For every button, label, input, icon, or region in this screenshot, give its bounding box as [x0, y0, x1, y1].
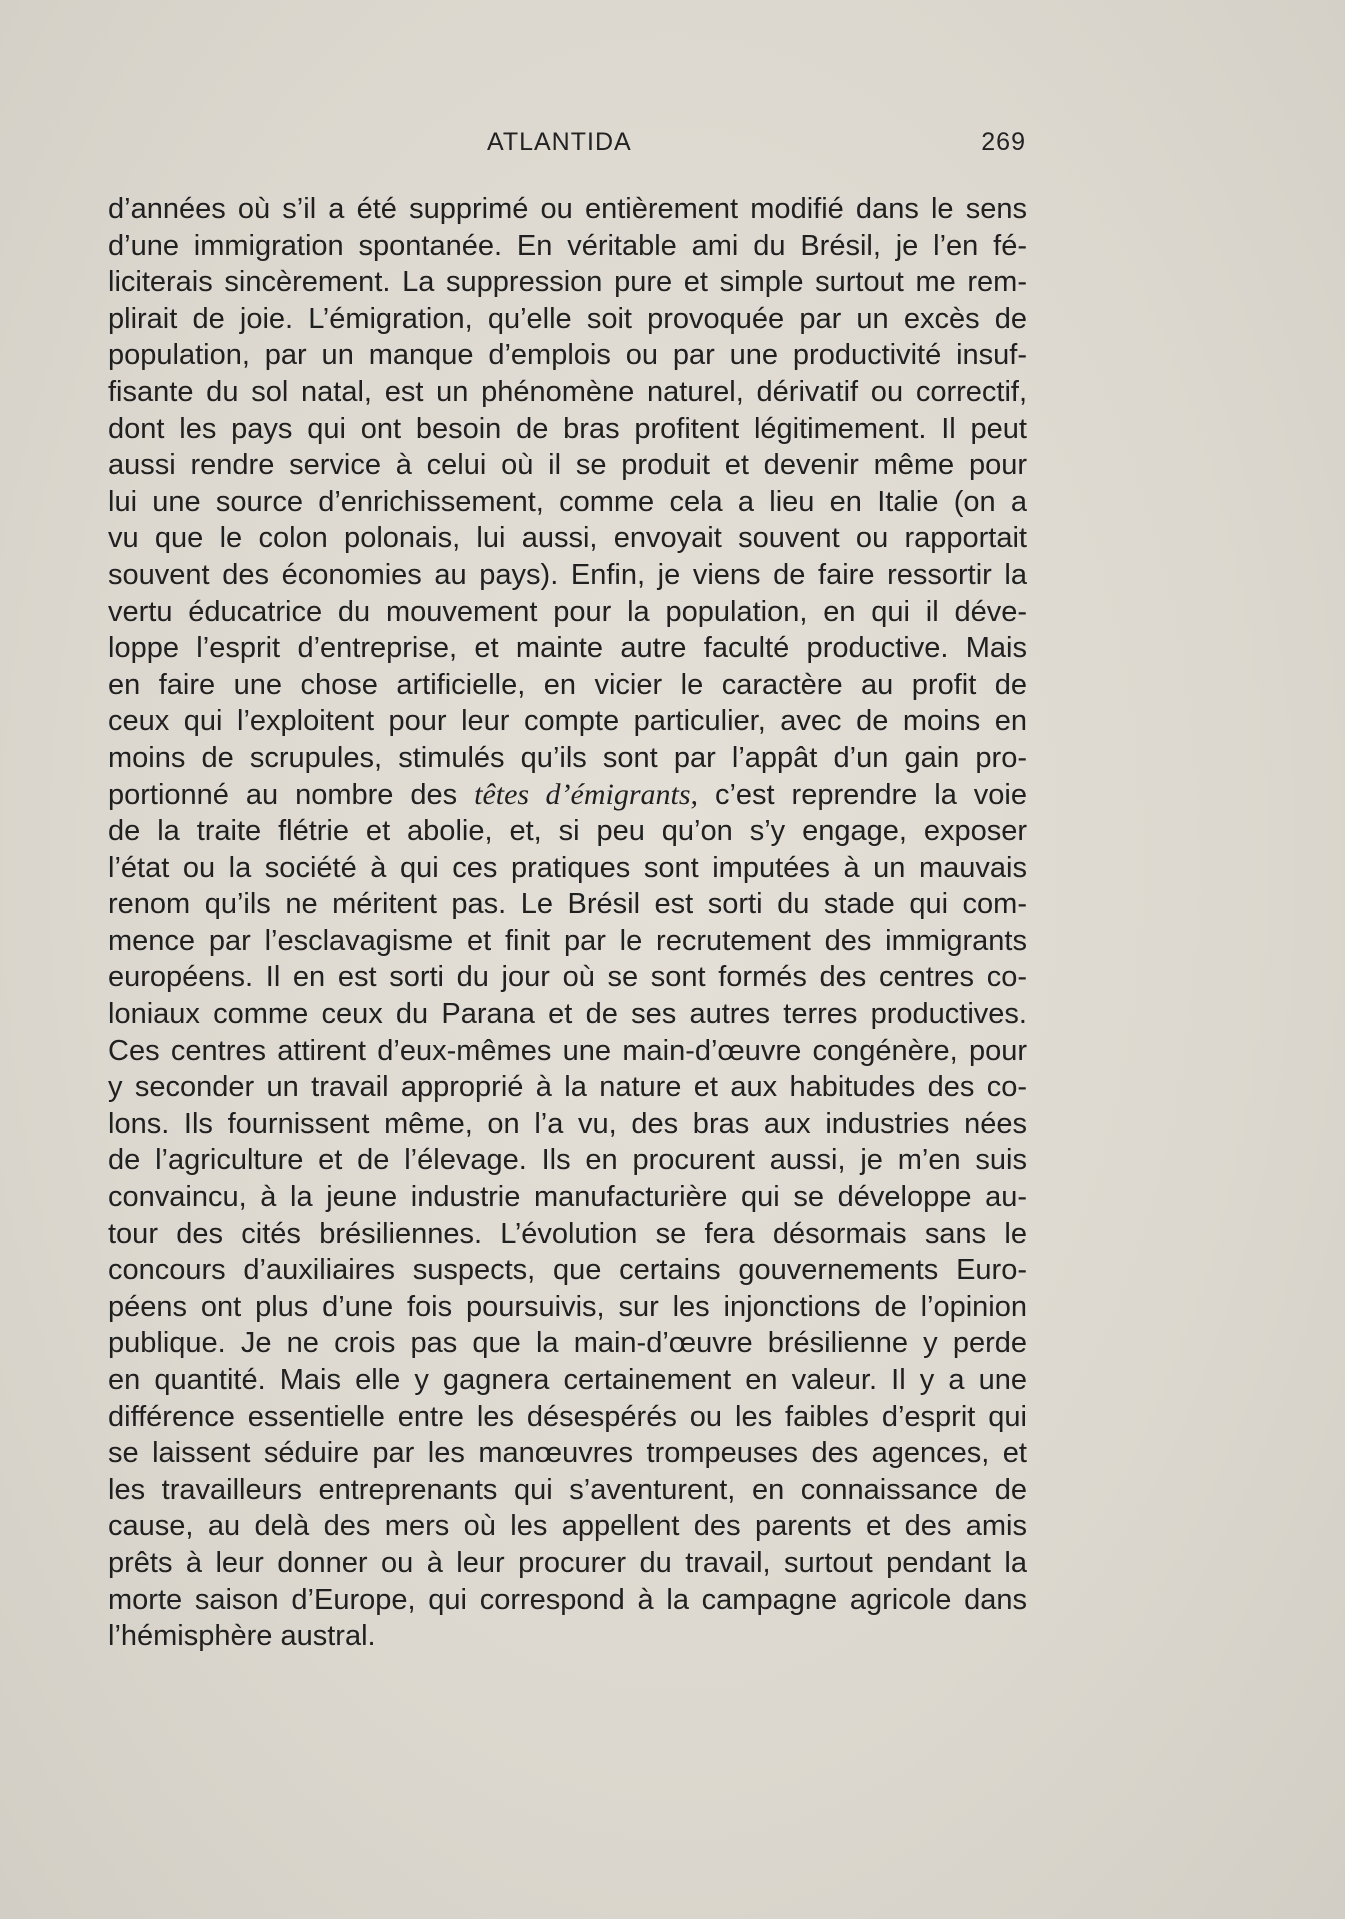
- text-line: souvent des économies au pays). Enfin, je viens de faire ressortir la: [108, 558, 1027, 591]
- text-line-final: l’hémisphère austral.: [108, 1620, 376, 1653]
- text-line: dont les pays qui ont besoin de bras profitent légitimement. Il peut: [108, 412, 1027, 445]
- text-line: les travailleurs entreprenants qui s’aventurent, en connaissance de: [108, 1473, 1027, 1506]
- text-line: européens. Il en est sorti du jour où se sont formés des centres co-: [108, 961, 1027, 994]
- text-line: y seconder un travail approprié à la nature et aux habitudes des co-: [108, 1071, 1027, 1104]
- text-line: de l’agriculture et de l’élevage. Ils en procurent aussi, je m’en suis: [108, 1144, 1027, 1177]
- text-line-with-italic: [108, 777, 1027, 814]
- text-line: différence essentielle entre les désespérés ou les faibles d’esprit qui: [108, 1400, 1027, 1433]
- text-line: tour des cités brésiliennes. L’évolution se fera désormais sans le: [108, 1217, 1027, 1250]
- text-line: cause, au delà des mers où les appellent des parents et des amis: [108, 1510, 1027, 1543]
- text-line: loppe l’esprit d’entreprise, et mainte autre faculté productive. Mais: [108, 632, 1027, 665]
- text-line: en quantité. Mais elle y gagnera certainement en valeur. Il y a une: [108, 1364, 1027, 1396]
- text-line: péens ont plus d’une fois poursuivis, sur les injonctions de l’opinion: [108, 1290, 1027, 1323]
- text-line: moins de scrupules, stimulés qu’ils sont par l’appât d’un gain pro-: [108, 741, 1027, 774]
- italic-phrase: têtes d’émigrants,: [474, 777, 698, 811]
- text-line: d’une immigration spontanée. En véritable ami du Brésil, je l’en fé-: [108, 229, 1027, 262]
- text-line: prêts à leur donner ou à leur procurer du travail, surtout pendant la: [108, 1546, 1027, 1579]
- text-segment: c’est reprendre la voie: [698, 778, 1027, 811]
- text-line: se laissent séduire par les manœuvres trompeuses des agences, et: [108, 1437, 1027, 1470]
- text-line: ceux qui l’exploitent pour leur compte particulier, avec de moins en: [108, 705, 1027, 738]
- text-line: l’état ou la société à qui ces pratiques sont imputées à un mauvais: [108, 851, 1027, 884]
- text-line: vertu éducatrice du mouvement pour la population, en qui il déve-: [108, 595, 1027, 628]
- text-line: de la traite flétrie et abolie, et, si peu qu’on s’y engage, exposer: [108, 815, 1027, 848]
- text-line: vu que le colon polonais, lui aussi, envoyait souvent ou rapportait: [108, 522, 1027, 555]
- running-head: [142, 128, 1030, 164]
- text-segment: portionné au nombre des: [108, 778, 475, 811]
- text-line: liciterais sincèrement. La suppression pure et simple surtout me rem-: [108, 266, 1027, 299]
- text-line: concours d’auxiliaires suspects, que certains gouvernements Euro-: [108, 1254, 1027, 1287]
- text-line: convaincu, à la jeune industrie manufacturière qui se développe au-: [108, 1181, 1027, 1214]
- text-line: aussi rendre service à celui où il se produit et devenir même pour: [108, 449, 1027, 482]
- running-title: ATLANTIDA: [487, 128, 632, 156]
- text-line: d’années où s’il a été supprimé ou entièrement modifié dans le sens: [108, 193, 1027, 225]
- text-line: Ces centres attirent d’eux-mêmes une main-d’œuvre congénère, pour: [108, 1034, 1027, 1067]
- text-line: morte saison d’Europe, qui correspond à la campagne agricole dans: [108, 1583, 1027, 1616]
- page-number: 269: [981, 128, 1026, 156]
- text-line: mence par l’esclavagisme et finit par le recrutement des immigrants: [108, 924, 1027, 957]
- text-line: loniaux comme ceux du Parana et de ses autres terres productives.: [108, 998, 1027, 1031]
- body-text: [108, 191, 1027, 1655]
- text-line: renom qu’ils ne méritent pas. Le Brésil est sorti du stade qui com-: [108, 888, 1027, 921]
- text-line: fisante du sol natal, est un phénomène naturel, dérivatif ou correctif,: [108, 375, 1027, 408]
- text-line: lons. Ils fournissent même, on l’a vu, des bras aux industries nées: [108, 1107, 1027, 1140]
- text-line: publique. Je ne crois pas que la main-d’œuvre brésilienne y perde: [108, 1327, 1027, 1360]
- text-line: en faire une chose artificielle, en vicier le caractère au profit de: [108, 668, 1027, 701]
- text-line: lui une source d’enrichissement, comme cela a lieu en Italie (on a: [108, 485, 1027, 518]
- text-line: population, par un manque d’emplois ou par une productivité insuf-: [108, 339, 1027, 372]
- text-line: plirait de joie. L’émigration, qu’elle soit provoquée par un excès de: [108, 302, 1027, 335]
